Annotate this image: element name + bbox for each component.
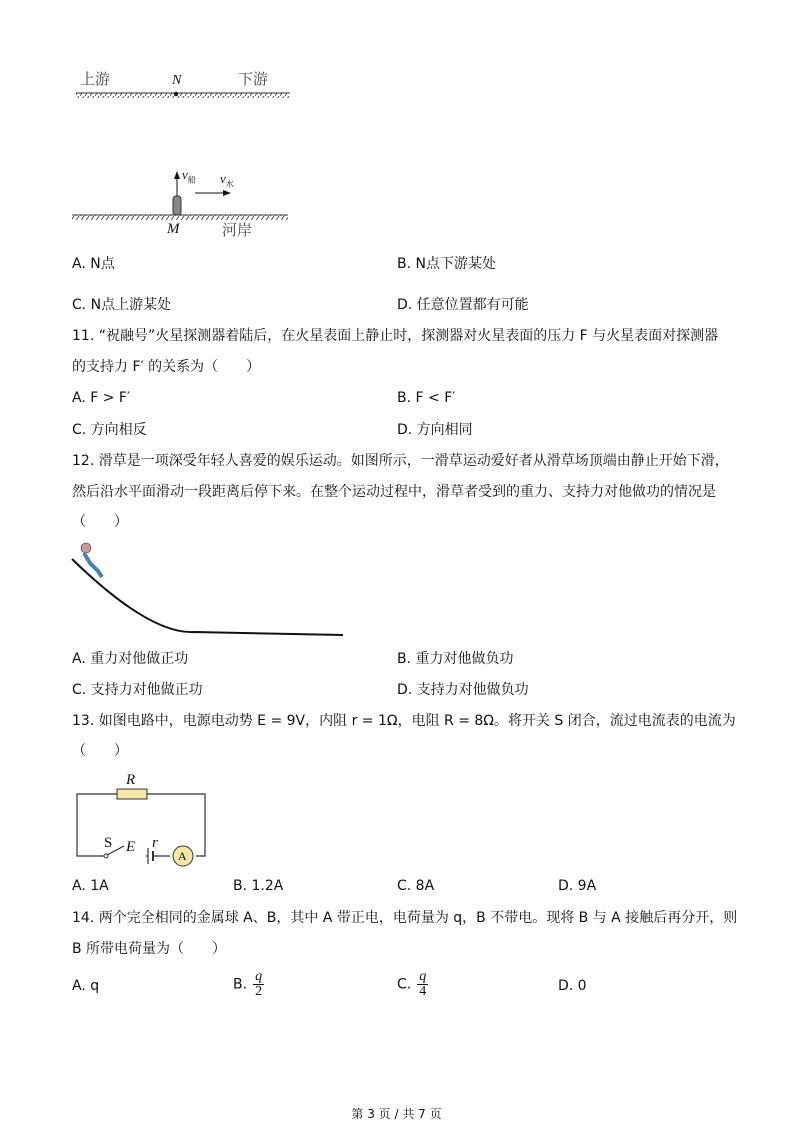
circuit-r-internal-label: r bbox=[152, 835, 158, 851]
q11-option-c: C. 方向相反 bbox=[72, 422, 147, 438]
q13-option-a: A. 1A bbox=[72, 878, 109, 894]
downstream-label: 下游 bbox=[238, 70, 269, 88]
q11-option-b: B. F < F′ bbox=[397, 390, 456, 406]
q11-stem-line1: 11. “祝融号”火星探测器着陆后，在火星表面上静止时，探测器对火星表面的压力 F 与火星表面对探测器 bbox=[72, 328, 719, 344]
q12-option-d: D. 支持力对他做负功 bbox=[397, 682, 529, 698]
q10-option-b: B. N点下游某处 bbox=[397, 256, 496, 272]
circuit-s-label: S bbox=[104, 835, 113, 851]
upstream-label: 上游 bbox=[80, 70, 111, 88]
q14-option-b: B. $\frac{q}{2}$ bbox=[233, 969, 263, 999]
q13-option-d: D. 9A bbox=[558, 878, 597, 894]
point-n-label: N bbox=[172, 73, 182, 88]
q10-option-c: C. N点上游某处 bbox=[72, 297, 172, 313]
q10-option-d: D. 任意位置都有可能 bbox=[397, 297, 529, 313]
q13-stem-line2: （ ） bbox=[72, 743, 128, 759]
q12-stem-line2: 然后沿水平面滑动一段距离后停下来。在整个运动过程中，滑草者受到的重力、支持力对他做功的情况是 bbox=[72, 484, 716, 500]
grass-slope-figure bbox=[0, 535, 793, 655]
q13-option-b: B. 1.2A bbox=[233, 878, 284, 894]
q12-stem-line3: （ ） bbox=[72, 514, 128, 530]
q12-option-a: A. 重力对他做正功 bbox=[72, 651, 189, 667]
v-boat-label: $v_船$ bbox=[182, 167, 196, 185]
point-m-label: M bbox=[167, 221, 180, 237]
q13-option-c: C. 8A bbox=[397, 878, 435, 894]
q12-option-b: B. 重力对他做负功 bbox=[397, 651, 514, 667]
v-water-label: $v_水$ bbox=[220, 171, 234, 189]
river-diagram bbox=[0, 0, 793, 250]
q14-option-c: C. $\frac{q}{4}$ bbox=[397, 969, 427, 999]
q12-option-c: C. 支持力对他做正功 bbox=[72, 682, 203, 698]
bank-label: 河岸 bbox=[222, 221, 253, 239]
q14-stem-line2: B 所带电荷量为（ ） bbox=[72, 941, 227, 957]
q10-option-a: A. N点 bbox=[72, 256, 115, 272]
q13-stem-line1: 13. 如图电路中，电源电动势 E = 9V，内阻 r = 1Ω，电阻 R = 8Ω。将开关 S 闭合，流过电流表的电流为 bbox=[72, 713, 736, 729]
slider-person-icon bbox=[81, 543, 91, 553]
q14-option-a: A. q bbox=[72, 978, 100, 994]
q14-option-d: D. 0 bbox=[558, 978, 587, 994]
q14-stem-line1: 14. 两个完全相同的金属球 A、B，其中 A 带正电，电荷量为 q，B 不带电。现将 B 与 A 接触后再分开，则 bbox=[72, 910, 738, 926]
ammeter-label: A bbox=[178, 849, 187, 863]
page-footer: 第 3 页 / 共 7 页 bbox=[351, 1107, 442, 1121]
circuit-diagram bbox=[60, 760, 260, 870]
circuit-r-label: R bbox=[126, 772, 136, 788]
q11-option-a: A. F > F′ bbox=[72, 390, 131, 406]
circuit-e-label: E bbox=[126, 839, 136, 855]
q11-stem-line2: 的支持力 F′ 的关系为（ ） bbox=[72, 359, 261, 375]
q12-stem-line1: 12. 滑草是一项深受年轻人喜爱的娱乐运动。如图所示，一滑草运动爱好者从滑草场顶端由静止开始下滑， bbox=[72, 453, 729, 469]
q11-option-d: D. 方向相同 bbox=[397, 422, 473, 438]
